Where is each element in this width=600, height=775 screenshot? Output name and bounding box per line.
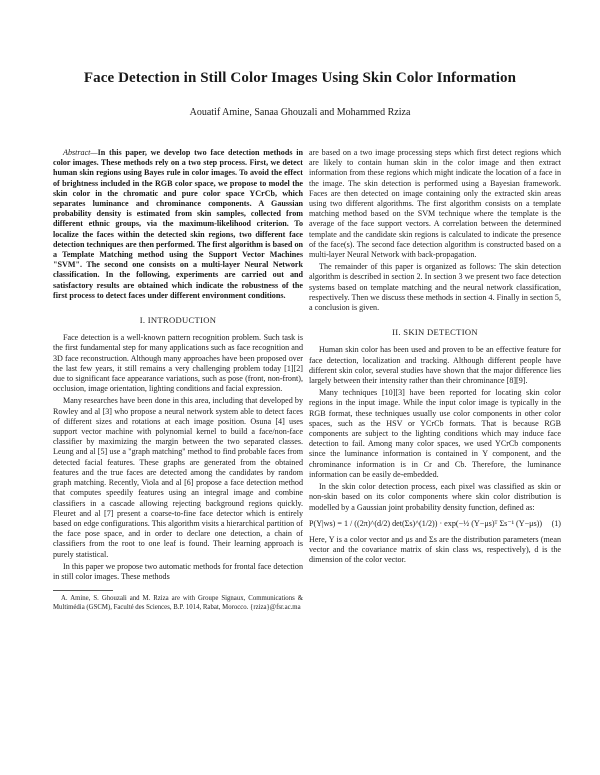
right-column: [309, 148, 561, 568]
abstract-label: Abstract—: [63, 148, 98, 157]
intro-paragraph-4: The remainder of this paper is organized as follows: The skin detection algorithm is described in section 2. In section 3 we present two face detection systems based on template matching and the neural network classification, respectively. Then we discuss these methods in section 4. Finally in section 5, a conclusion is given.: [309, 262, 561, 313]
skin-paragraph-3: In the skin color detection process, each pixel was classified as skin or non-skin based on its color components where skin color distribution is modelled by a Gaussian joint probability density function, defined as:: [309, 482, 561, 512]
left-column: [53, 148, 303, 612]
equation-1: [309, 519, 561, 529]
intro-paragraph-1: Face detection is a well-known pattern recognition problem. Such task is the first fundamental step for many applications such as face recognition and 3D face reconstruction. Although many approaches have been proposed over the last few years, it still remains a very challenging problem today [1][2] due to significant face appearance variations, such as pose (front, non-front), occlusion, image orientation, lighting conditions and facial expression.: [53, 333, 303, 394]
paper-title: Face Detection in Still Color Images Using Skin Color Information: [83, 70, 517, 86]
equation-body: P(Y|ws) = 1 / ((2π)^(d/2) det(Σs)^(1/2)) · exp(−½ (Y−μs)ᵀ Σs⁻¹ (Y−μs)): [309, 518, 543, 528]
intro-paragraph-2: Many researches have been done in this area, including that developed by Rowley and al [3] who propose a neural network system able to detect faces of different sizes and rotations at each image position. Osuna [4] uses support vector machine with polynomial kernel to build a face/non-face classifier by maximizing the margin between the two separated classes. Leung and al [5] use a "graph matching" method to find probable faces from detected facial features. These graphs are generated from the obtained features and the true faces are detected among the candidates by random graph matching. Recently, Viola and al [6] propose a face detection method that computes speedily features using an integral image and combine classifiers in a cascade allowing rejecting background regions quickly. Fleuret and al [7] present a coarse-to-fine face detector which is entirely based on edge configurations. This algorithm visits a hierarchical partition of the face pose space, and in order to declare one detection, a chain of classifiers from the root to one leaf is found. Their learning approach is purely statistical.: [53, 396, 303, 559]
skin-paragraph-2: Many techniques [10][3] have been reported for locating skin color regions in the input image. While the input color image is typically in the RGB format, these techniques usually use color components in other color spaces, such as the HSV or YCrCb formats. That is because RGB components are subject to the lighting conditions which may induce face detection to fail. Among many color spaces, we used YCrCb components since the luminance information is contained in Y component, and the chrominance information is in Cr and Cb. Therefore, the luminance information can be easily de-embedded.: [309, 388, 561, 479]
equation-number: (1): [551, 518, 561, 528]
section-heading-skin-detection: II. SKIN DETECTION: [392, 327, 478, 338]
intro-paragraph-3-continued: are based on a two image processing steps which first detect regions which are likely to contain human skin in the color image and then extract information from these regions which might indicate the location of a face in the image. The skin detection is performed using a Bayesian framework. Faces are then detected on image containing only the extracted skin areas using two different algorithms. The first algorithm consists on a template matching method based on the SVM technique where the template is the average of the face support vectors. A correlation between the determined template and the candidate skin regions is calculated to indicate the presence of the face(s). The second face detection algorithm is constructed based on a multi-layer Neural Network with back-propagation.: [309, 148, 561, 260]
skin-paragraph-4: Here, Y is a color vector and μs and Σs are the distribution parameters (mean vector and the covariance matrix of skin class ws, respectively), d is the dimension of the color vector.: [309, 534, 561, 565]
footnote: A. Amine, S. Ghouzali and M. Rziza are with Groupe Signaux, Communications & Multimédia (GSCM), Faculté des Sciences, B.P. 1014, Rabat, Morocco. {rziza}@fsr.ac.ma: [53, 595, 303, 611]
section-heading-introduction: I. INTRODUCTION: [139, 315, 217, 326]
intro-paragraph-3: In this paper we propose two automatic methods for frontal face detection in still color images. These methods: [53, 561, 303, 581]
paper-authors: Aouatif Amine, Sanaa Ghouzali and Mohammed Rziza: [189, 107, 411, 118]
footnote-rule: [53, 590, 113, 591]
abstract-text: In this paper, we develop two face detection methods in color images. These methods rely on a two step process. First, we detect human skin regions using Bayes rule in color images. To avoid the effect of brightness included in the RGB color space, we propose to model the skin color in the chromatic and pure color space YCrCb, which separates luminance and chrominance components. A Gaussian probability density is estimated from skin samples, collected from different ethnic groups, via the maximum-likelihood criterion. To localize the faces within the detected skin regions, two different face detection techniques are then performed. The first algorithm is based on a Template Matching method using the Support Vector Machines "SVM". The second one consists on a multi-layer Neural Network classification. In the following, experiments are carried out and satisfactory results are obtained which indicate the robustness of the first process to detect faces under different environment conditions.: [53, 148, 303, 300]
skin-paragraph-1: Human skin color has been used and proven to be an effective feature for face detection, localization and tracking. Although different people have different skin color, several studies have shown that the major difference lies largely between their intensity rather than their chrominance [8][9].: [309, 345, 561, 386]
abstract: [53, 148, 303, 301]
